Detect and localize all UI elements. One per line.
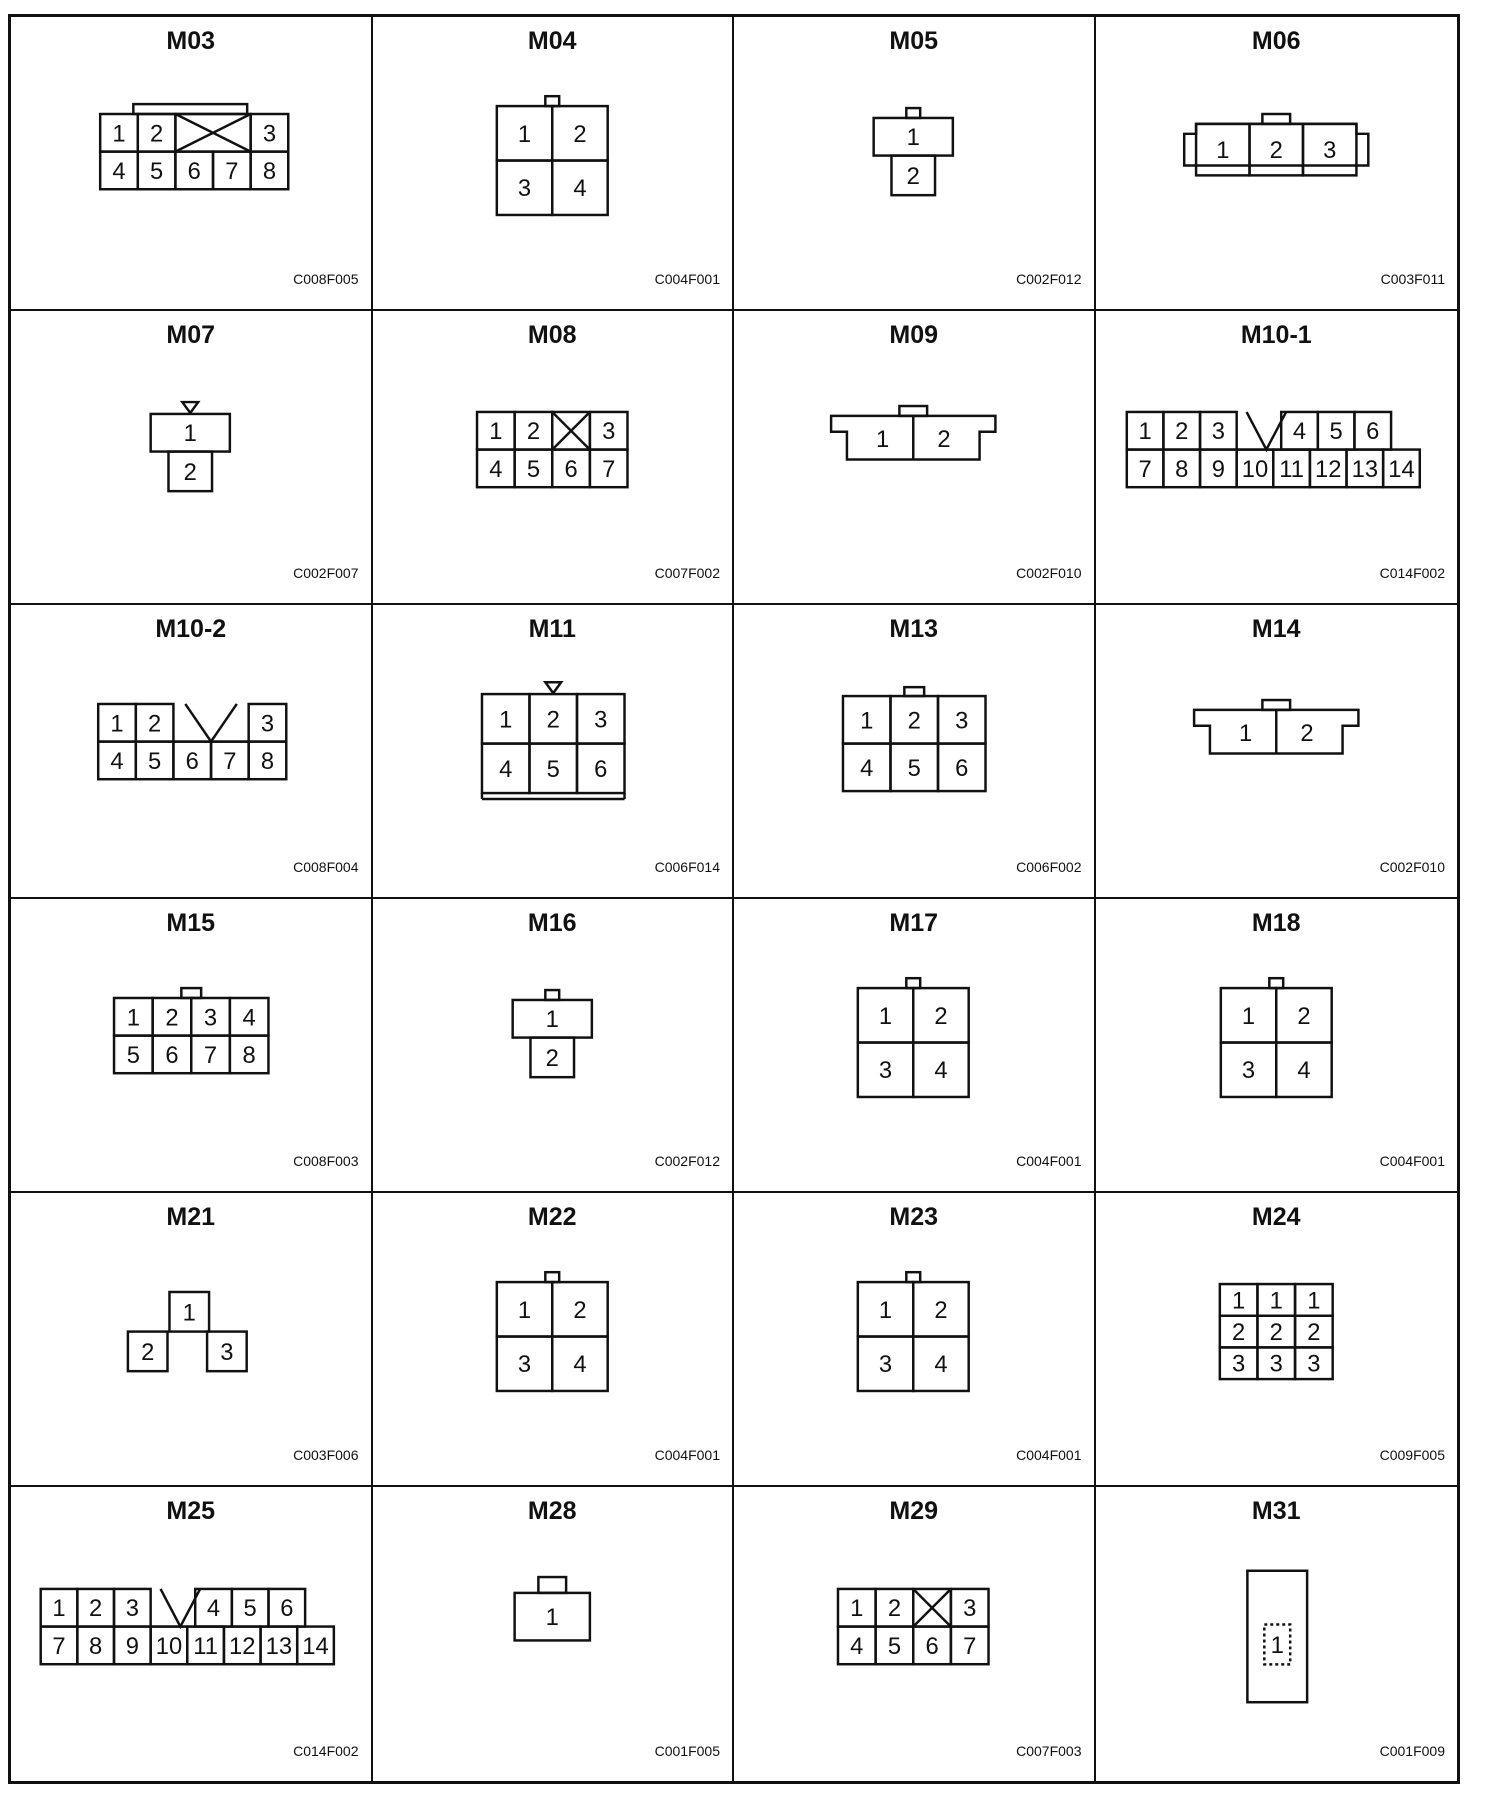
latch-tab	[906, 108, 920, 118]
pin-label: 1	[488, 418, 502, 446]
connector-shape	[1220, 978, 1331, 1097]
part-code: C014F002	[293, 1743, 359, 1759]
connector-name: M18	[1251, 909, 1301, 937]
pin-label: 3	[220, 1338, 234, 1366]
pin-label: 1	[112, 120, 126, 148]
connector-cell	[734, 1193, 1096, 1487]
connector-cell	[1096, 17, 1458, 311]
pin-label: 6	[925, 1632, 939, 1660]
pin-label: 8	[260, 747, 275, 775]
part-code: C002F007	[293, 565, 359, 581]
part-code: C008F003	[293, 1153, 359, 1169]
connector-name: M06	[1251, 27, 1301, 55]
pin-label: 7	[963, 1632, 977, 1660]
latch-tab	[545, 96, 559, 106]
pin-label: 2	[149, 120, 164, 148]
connector-shape	[98, 704, 286, 779]
connector-shape	[838, 1589, 989, 1664]
connector-shape	[496, 1272, 607, 1391]
pin-label: 2	[937, 426, 951, 454]
pin-label: 2	[934, 1002, 948, 1030]
latch-tab	[181, 988, 201, 998]
connector-cell	[734, 899, 1096, 1193]
connector-shape	[41, 1589, 334, 1664]
pin-label: 6	[593, 755, 607, 783]
pin-label: 1	[545, 1006, 559, 1034]
part-code: C006F014	[654, 859, 720, 875]
latch-tab	[904, 687, 924, 696]
connector-diagram	[373, 1487, 733, 1781]
pin-label: 11	[193, 1632, 218, 1660]
latch-tab	[1269, 978, 1283, 988]
pin-label: 8	[89, 1632, 103, 1660]
pin-label: 6	[165, 1041, 179, 1069]
pin-label: 3	[601, 418, 615, 446]
part-code: C002F012	[1016, 271, 1082, 287]
pin-label: 7	[601, 455, 615, 483]
part-code: C001F005	[654, 1743, 720, 1759]
connector-diagram	[1096, 605, 1458, 897]
pin-label: 7	[1137, 455, 1152, 483]
connector-shape	[1247, 1571, 1307, 1702]
connector-name: M23	[889, 1203, 939, 1231]
pin-label: 2	[1296, 1002, 1311, 1030]
pin-label: 4	[498, 755, 512, 783]
pin-label: 4	[112, 157, 126, 185]
connector-shape	[496, 96, 607, 215]
connector-diagram	[373, 605, 733, 897]
connector-shape	[1194, 700, 1358, 753]
connector-shape	[1219, 1284, 1332, 1379]
connector-name: M08	[527, 321, 577, 349]
connector-cell	[1096, 311, 1458, 605]
pin-label: 3	[878, 1057, 893, 1085]
latch-tab	[1262, 114, 1290, 124]
pin-label: 2	[934, 1296, 948, 1324]
latch-tab	[906, 1272, 920, 1282]
pin-label: 2	[906, 162, 920, 190]
pin-label: 7	[225, 157, 239, 185]
pin-label: 2	[1299, 720, 1314, 748]
connector-name: M04	[527, 27, 577, 55]
connector-cell	[734, 17, 1096, 311]
pin-label: 5	[149, 157, 164, 185]
connector-diagram	[1096, 1193, 1458, 1485]
pin-label: 13	[265, 1632, 293, 1660]
connector-diagram	[373, 899, 733, 1191]
pin-label: 1	[875, 426, 890, 454]
pin-label: 1	[878, 1296, 893, 1324]
connector-name: M22	[527, 1203, 577, 1231]
pin-label: 9	[125, 1632, 139, 1660]
pin-label: 2	[165, 1004, 179, 1032]
connector-name: M17	[889, 909, 939, 937]
pin-label: 2	[546, 706, 560, 734]
part-code: C002F010	[1379, 859, 1445, 875]
part-code: C008F005	[293, 271, 359, 287]
pin-label: 10	[155, 1632, 183, 1660]
pin-label: 4	[934, 1351, 948, 1379]
pin-label: 4	[860, 754, 874, 782]
connector-cell	[11, 17, 373, 311]
key-notch	[185, 704, 236, 742]
pin-label: 6	[955, 754, 969, 782]
pin-label: 4	[572, 175, 587, 203]
connector-cell	[734, 1487, 1096, 1781]
pin-label: 4	[488, 455, 502, 483]
connector-diagram	[373, 1193, 733, 1485]
connector-shape	[858, 1272, 969, 1391]
pin-label: 1	[517, 1296, 531, 1324]
connector-name: M13	[889, 615, 939, 643]
connector-diagram	[734, 605, 1094, 897]
part-code: C008F004	[293, 859, 359, 875]
connector-cell	[1096, 605, 1458, 899]
pin-label: 6	[1365, 418, 1379, 446]
pin-label: 5	[1329, 418, 1343, 446]
connector-cell	[373, 17, 735, 311]
connector-shape	[874, 108, 953, 195]
pin-label: 1	[126, 1004, 140, 1032]
connector-diagram	[1096, 899, 1458, 1191]
connector-shape	[1126, 412, 1419, 487]
connector-name: M15	[166, 909, 216, 937]
part-code: C003F006	[293, 1447, 359, 1463]
pin-label: 6	[187, 157, 201, 185]
pin-label: 1	[517, 120, 531, 148]
connector-shape	[514, 1577, 589, 1640]
latch-tab	[1262, 700, 1290, 710]
connector-shape	[858, 978, 969, 1097]
pin-label: 9	[1211, 455, 1225, 483]
pin-label: 1	[1215, 137, 1229, 165]
part-code: C007F003	[1016, 1743, 1082, 1759]
pin-label: 11	[1278, 455, 1304, 483]
pin-label: 4	[934, 1057, 948, 1085]
pin-label: 2	[183, 458, 197, 486]
latch-tab	[899, 406, 927, 416]
part-code: C009F005	[1379, 1447, 1445, 1463]
pin-label: 3	[125, 1595, 139, 1623]
part-code: C003F011	[1380, 271, 1445, 287]
pin-label: 1	[860, 707, 874, 735]
connector-diagram	[11, 899, 371, 1191]
pin-label: 1	[1269, 1287, 1283, 1315]
connector-shape	[831, 406, 995, 459]
connector-shape	[151, 402, 230, 491]
pin-label: 3	[517, 175, 531, 203]
connector-shape	[512, 990, 591, 1077]
connector-cell	[734, 605, 1096, 899]
connector-shape	[100, 104, 288, 189]
latch-tab	[545, 1272, 559, 1282]
connector-diagram	[373, 311, 733, 603]
part-code: C002F012	[654, 1153, 720, 1169]
pin-label: 7	[203, 1041, 218, 1069]
connector-diagram	[1096, 17, 1458, 309]
pin-label: 7	[52, 1632, 66, 1660]
pin-label: 3	[1211, 418, 1225, 446]
pin-label: 5	[887, 1632, 902, 1660]
pin-label: 4	[242, 1004, 256, 1032]
connector-name: M31	[1251, 1497, 1301, 1525]
connector-diagram	[373, 17, 733, 309]
latch-tab	[538, 1577, 566, 1593]
pin-label: 8	[1174, 455, 1188, 483]
pin-label: 1	[906, 124, 920, 152]
pin-label: 3	[260, 710, 275, 738]
connector-name: M03	[166, 27, 216, 55]
pin-label: 2	[526, 418, 540, 446]
pin-label: 2	[887, 1595, 902, 1623]
pin-label: 1	[1238, 720, 1252, 748]
connector-diagram	[734, 1487, 1094, 1781]
connector-cell	[373, 1193, 735, 1487]
part-code: C004F001	[1379, 1153, 1445, 1169]
pin-label: 1	[1306, 1287, 1320, 1315]
pin-label: 1	[183, 420, 197, 448]
connector-cell	[734, 311, 1096, 605]
key-triangle-icon	[545, 682, 561, 693]
pin-label: 3	[1306, 1350, 1320, 1378]
pin-label: 2	[1269, 1319, 1283, 1347]
pin-label: 2	[1269, 137, 1283, 165]
connector-diagram	[734, 311, 1094, 603]
pin-label: 4	[850, 1632, 864, 1660]
connector-cell	[1096, 1193, 1458, 1487]
connector-name: M25	[166, 1497, 216, 1525]
connector-diagram	[1096, 311, 1458, 603]
part-code: C007F002	[654, 565, 720, 581]
connector-cell	[11, 311, 373, 605]
pin-label: 1	[182, 1299, 196, 1327]
connector-diagram	[11, 1487, 371, 1781]
connector-cell	[11, 1487, 373, 1781]
pin-label: 2	[1231, 1319, 1245, 1347]
pin-label: 1	[1270, 1631, 1284, 1659]
pin-label: 1	[498, 706, 512, 734]
connector-cell	[1096, 1487, 1458, 1781]
pin-label: 3	[203, 1004, 218, 1032]
pin-label: 5	[148, 747, 162, 775]
pin-label: 4	[572, 1351, 587, 1379]
connector-diagram	[734, 899, 1094, 1191]
pin-label: 1	[878, 1002, 893, 1030]
pin-label: 7	[223, 747, 237, 775]
connector-shape	[477, 412, 627, 487]
pin-label: 14	[302, 1632, 329, 1660]
connector-shape	[114, 988, 268, 1073]
connector-name: M10-1	[1240, 321, 1312, 349]
pin-label: 3	[262, 120, 277, 148]
latch-tab	[545, 990, 559, 1000]
connector-name: M28	[527, 1497, 577, 1525]
pin-label: 2	[572, 1296, 587, 1324]
pin-label: 1	[1231, 1287, 1245, 1315]
part-code: C004F001	[1016, 1153, 1082, 1169]
pin-label: 2	[141, 1338, 155, 1366]
connector-name: M16	[527, 909, 577, 937]
connector-diagram	[11, 17, 371, 309]
connector-name: M07	[166, 321, 216, 349]
latch-tab	[133, 104, 247, 114]
pin-label: 2	[1174, 418, 1188, 446]
pin-label: 8	[262, 157, 277, 185]
pin-label: 3	[1322, 137, 1336, 165]
pin-label: 3	[517, 1351, 531, 1379]
pin-label: 14	[1387, 455, 1415, 483]
connector-shape	[843, 687, 986, 791]
pin-label: 1	[850, 1595, 864, 1623]
connector-name: M24	[1251, 1203, 1301, 1231]
pin-label: 1	[545, 1604, 559, 1632]
connector-diagram	[1096, 1487, 1458, 1781]
connector-cell	[1096, 899, 1458, 1193]
pin-label: 4	[1296, 1057, 1311, 1085]
connector-cell	[373, 605, 735, 899]
connector-name: M11	[528, 615, 576, 643]
pin-label: 2	[907, 707, 921, 735]
pin-label: 6	[563, 455, 578, 483]
connector-name: M29	[889, 1497, 939, 1525]
part-code: C001F009	[1379, 1743, 1445, 1759]
pin-label: 2	[1306, 1319, 1320, 1347]
pin-label: 4	[110, 747, 124, 775]
part-code: C004F001	[1016, 1447, 1082, 1463]
pin-label: 3	[878, 1351, 893, 1379]
pin-label: 13	[1351, 455, 1378, 483]
pin-label: 6	[185, 747, 199, 775]
pin-label: 6	[280, 1595, 294, 1623]
connector-shape	[481, 682, 624, 799]
connector-diagram	[11, 311, 371, 603]
pin-label: 3	[955, 707, 969, 735]
pin-label: 5	[907, 754, 921, 782]
connector-cell	[373, 899, 735, 1193]
connector-cell	[373, 1487, 735, 1781]
connector-diagram	[11, 1193, 371, 1485]
pin-label: 12	[229, 1632, 256, 1660]
connector-name: M14	[1251, 615, 1301, 643]
connector-diagram	[11, 605, 371, 897]
key-triangle-icon	[182, 402, 198, 413]
pin-label: 12	[1314, 455, 1341, 483]
connector-grid	[8, 14, 1460, 1784]
pin-label: 2	[572, 120, 587, 148]
pin-label: 2	[148, 710, 162, 738]
pin-label: 3	[1241, 1057, 1255, 1085]
pin-label: 1	[1241, 1002, 1255, 1030]
connector-cell	[11, 1193, 373, 1487]
connector-cell	[373, 311, 735, 605]
part-code: C004F001	[654, 1447, 720, 1463]
connector-shape	[1184, 114, 1368, 175]
pin-label: 10	[1241, 455, 1268, 483]
connector-diagram	[734, 1193, 1094, 1485]
pin-label: 3	[963, 1595, 977, 1623]
pin-label: 2	[89, 1595, 103, 1623]
part-code: C014F002	[1379, 565, 1445, 581]
connector-name: M09	[889, 321, 939, 349]
pin-label: 8	[242, 1041, 256, 1069]
latch-tab	[906, 978, 920, 988]
pin-label: 3	[1269, 1350, 1283, 1378]
pin-label: 5	[243, 1595, 257, 1623]
connector-cell	[11, 605, 373, 899]
connector-name: M10-2	[155, 615, 227, 643]
part-code: C002F010	[1016, 565, 1082, 581]
connector-name: M21	[166, 1203, 216, 1231]
pin-label: 1	[110, 710, 124, 738]
part-code: C004F001	[654, 271, 720, 287]
pin-label: 4	[206, 1595, 221, 1623]
connector-cell	[11, 899, 373, 1193]
connector-shape	[128, 1292, 247, 1371]
pin-label: 1	[52, 1595, 66, 1623]
pin-label: 3	[1231, 1350, 1245, 1378]
connector-name: M05	[889, 27, 939, 55]
connector-diagram	[734, 17, 1094, 309]
pin-label: 3	[593, 706, 607, 734]
pin-label: 5	[546, 755, 560, 783]
pin-label: 4	[1292, 418, 1306, 446]
pin-label: 2	[545, 1044, 559, 1072]
pin-label: 5	[526, 455, 540, 483]
pin-label: 5	[126, 1041, 140, 1069]
pin-label: 1	[1137, 418, 1152, 446]
part-code: C006F002	[1016, 859, 1082, 875]
